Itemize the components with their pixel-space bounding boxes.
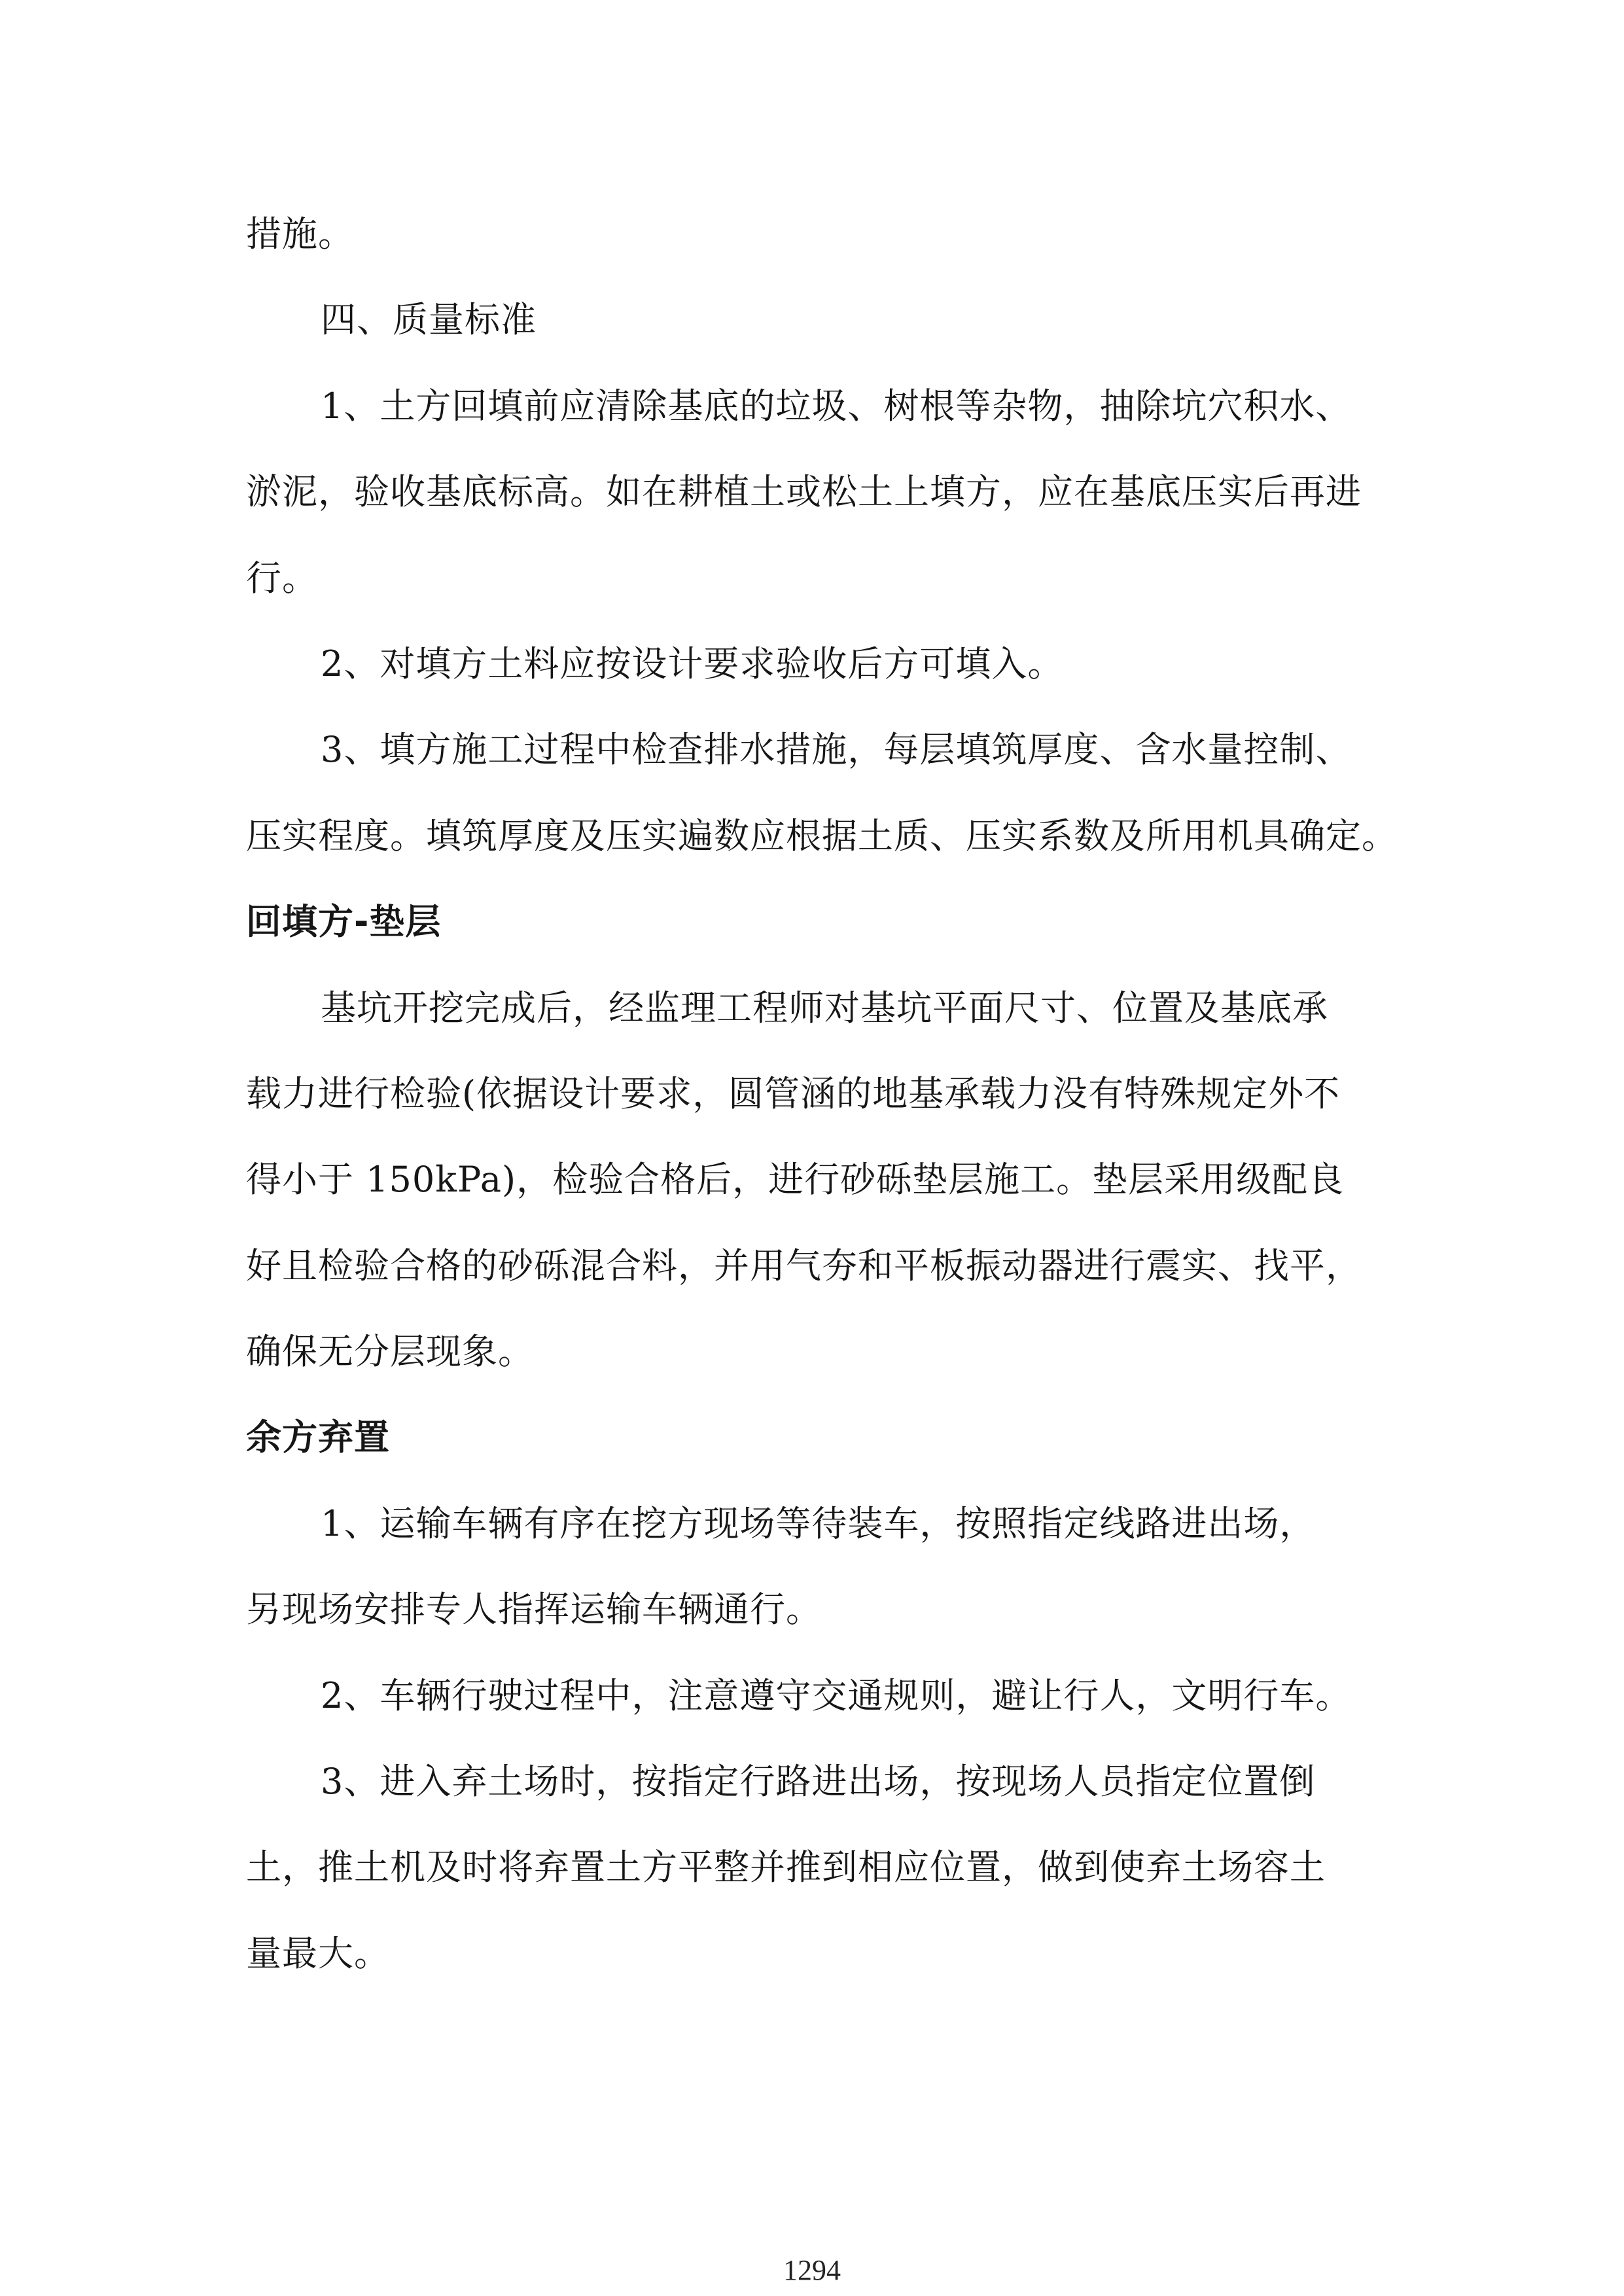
section-quality-standard [246,277,1424,879]
previous-paragraph-tail: 措施。 [246,213,354,255]
section-backfill-cushion [246,879,1424,1394]
paragraph-line: 2、对填方土料应按设计要求验收后方可填入。 [321,643,1064,684]
spoil-item-1 [246,1481,1424,1653]
paragraph-line: 好且检验合格的砂砾混合料，并用气夯和平板振动器进行震实、找平， [246,1245,1362,1286]
paragraph-line: 土，推土机及时将弃置土方平整并推到相应位置，做到使弃土场容土 [246,1846,1326,1888]
section-heading-backfill-cushion: 回填方-垫层 [246,901,442,943]
quality-item-2 [246,621,1424,707]
section-spoil-disposal [246,1394,1424,1996]
paragraph-line: 3、填方施工过程中检查排水措施，每层填筑厚度、含水量控制、 [321,729,1352,771]
paragraph-line: 2、车辆行驶过程中，注意遵守交通规则，避让行人，文明行车。 [321,1674,1352,1716]
spoil-item-2 [246,1653,1424,1739]
paragraph-line: 淤泥，验收基底标高。如在耕植土或松土上填方，应在基底压实后再进 [246,471,1362,513]
page-number: 1294 [783,2254,841,2286]
section-heading-spoil-disposal: 余方弃置 [246,1417,390,1458]
backfill-paragraph [246,965,1424,1395]
paragraph-line: 量最大。 [246,1932,390,1974]
quality-item-3 [246,707,1424,879]
paragraph-line: 基坑开挖完成后，经监理工程师对基坑平面尺寸、位置及基底承 [321,987,1328,1029]
paragraph-line: 行。 [246,557,318,599]
section-heading-quality-standard: 四、质量标准 [321,299,537,341]
spoil-item-3 [246,1739,1424,1996]
paragraph-line: 得小于 150kPa)，检验合格后，进行砂砾垫层施工。垫层采用级配良 [246,1159,1345,1201]
paragraph-line: 1、土方回填前应清除基底的垃圾、树根等杂物，抽除坑穴积水、 [321,385,1352,427]
paragraph-line: 另现场安排专人指挥运输车辆通行。 [246,1589,822,1631]
paragraph-line: 压实程度。填筑厚度及压实遍数应根据土质、压实系数及所用机具确定。 [246,815,1398,857]
paragraph-line: 3、进入弃土场时，按指定行路进出场，按现场人员指定位置倒 [321,1761,1316,1803]
quality-item-1 [246,363,1424,621]
paragraph-line: 1、运输车辆有序在挖方现场等待装车，按照指定线路进出场， [321,1502,1316,1544]
paragraph-line: 载力进行检验(依据设计要求，圆管涵的地基承载力没有特殊规定外不 [246,1072,1341,1114]
document-body [246,191,1424,1996]
paragraph-line: 确保无分层现象。 [246,1331,534,1373]
